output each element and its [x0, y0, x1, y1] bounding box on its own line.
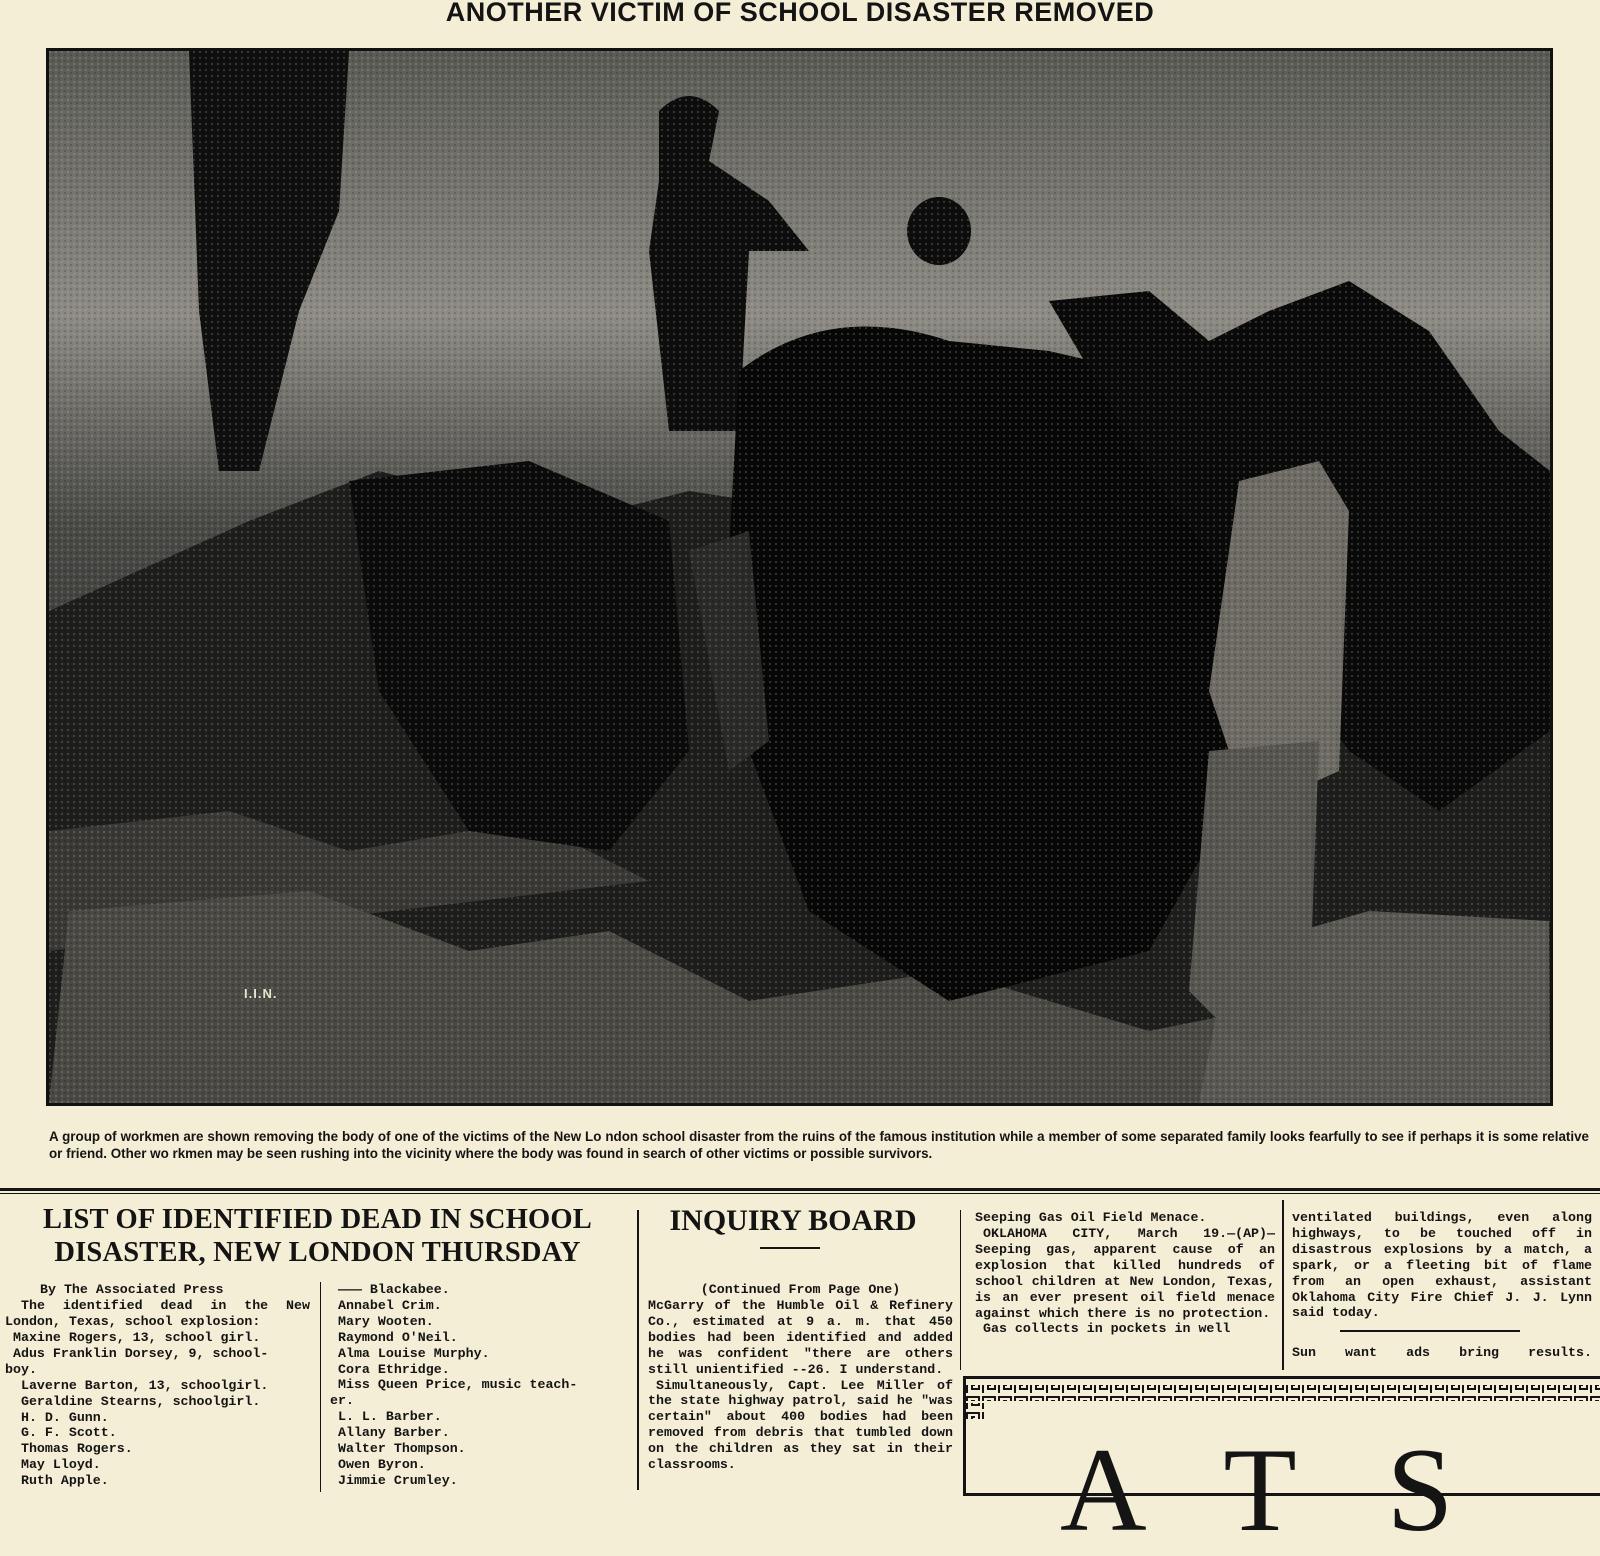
article-intro: The identified dead in the New London, Texas, school explosion: — [5, 1298, 310, 1329]
list-item: Annabel Crim. — [330, 1297, 442, 1313]
list-item: Ruth Apple. — [5, 1473, 109, 1489]
paragraph: Gas collects in pockets in well — [983, 1321, 1231, 1337]
column-divider — [320, 1282, 321, 1492]
list-item: May Lloyd. — [5, 1457, 101, 1473]
list-item: Walter Thompson. — [330, 1441, 466, 1457]
photo-credit: I.I.N. — [244, 986, 278, 1001]
gas-article-headline: Seeping Gas Oil Field Menace. — [975, 1210, 1207, 1225]
photo-caption: A group of workmen are shown removing the body of one of the victims of the New Lo ndon school disaster from the ruins of the famous institution while a member of some separated family looks fearfully to see if perhaps it is some relative or friend. Other wo rkmen may be seen rushing into the vicinity where the body was found in search of other victims or possible survivors. — [49, 1129, 1589, 1161]
list-item: Alma Louise Murphy. — [330, 1345, 490, 1361]
advertisement-letters: ATS — [1060, 1423, 1544, 1556]
gas-article-continuation: ventilated buildings, even along highways, to be touched off in disastrous explosions by a match, a spark, or a fleeting bit of flame from an open exhaust, assistant Oklahoma City Fire Chief J. J. Lynn said today. — [1292, 1210, 1592, 1321]
list-item: er. — [330, 1393, 354, 1409]
list-item: Cora Ethridge. — [330, 1361, 450, 1377]
list-item: Laverne Barton, 13, schoolgirl. — [5, 1377, 269, 1393]
list-item: Owen Byron. — [330, 1456, 426, 1472]
paragraph: Simultaneously, Capt. Lee Miller of the state highway patrol, said he "was certain" about 400 bodies had been removed from debris that tumbled down on the children as they sat in their classrooms. — [648, 1377, 953, 1473]
list-item: Mary Wooten. — [330, 1313, 434, 1329]
list-item: G. F. Scott. — [5, 1425, 117, 1441]
column-divider — [1282, 1200, 1284, 1370]
list-item: boy. — [5, 1361, 37, 1377]
paragraph: McGarry of the Humble Oil & Refinery Co., estimated at 9 a. m. that 450 bodies had been identified and added he was confident "there are others still unientified --26. I understand. — [648, 1298, 953, 1377]
list-item: Geraldine Stearns, schoolgirl. — [5, 1393, 261, 1409]
list-article-title: LIST OF IDENTIFIED DEAD IN SCHOOL DISASTER, NEW LONDON THURSDAY — [42, 1204, 593, 1268]
end-rule — [1340, 1330, 1520, 1332]
column-divider — [960, 1210, 961, 1370]
title-rule — [760, 1247, 820, 1249]
photo-image — [49, 51, 1550, 1103]
headline: ANOTHER VICTIM OF SCHOOL DISASTER REMOVED — [445, 0, 1155, 27]
gas-article-body — [975, 1226, 1275, 1337]
section-rule-thin — [0, 1193, 1600, 1194]
news-photo — [46, 48, 1553, 1106]
filler-line: Sun want ads bring results. — [1292, 1345, 1592, 1360]
dead-list-right — [330, 1282, 630, 1489]
article-byline: By The Associated Press — [40, 1282, 224, 1297]
list-item: Raymond O'Neil. — [330, 1329, 458, 1345]
inquiry-article-body — [648, 1298, 953, 1473]
inquiry-article-title: INQUIRY BOARD — [669, 1204, 917, 1237]
column-divider — [637, 1210, 639, 1490]
list-item: Thomas Rogers. — [5, 1441, 133, 1457]
continued-note: (Continued From Page One) — [700, 1282, 901, 1297]
list-item: Miss Queen Price, music teach- — [330, 1377, 578, 1393]
list-item: H. D. Gunn. — [5, 1409, 109, 1425]
section-rule — [0, 1188, 1600, 1191]
list-item: ——— Blackabee. — [330, 1282, 450, 1297]
list-item: Adus Franklin Dorsey, 9, school- — [5, 1345, 269, 1361]
list-item: Maxine Rogers, 13, school girl. — [5, 1330, 261, 1345]
dead-list-left — [5, 1330, 315, 1489]
greek-key-border — [966, 1379, 1600, 1419]
list-item: Jimmie Crumley. — [330, 1472, 458, 1488]
paragraph: OKLAHOMA CITY, March 19.—(AP)—Seeping gas, apparent cause of an explosion that killed hundreds of school children at New London, Texas, is an ever present oil field menace against which there is no protection. — [975, 1226, 1275, 1321]
list-item: Allany Barber. — [330, 1425, 450, 1441]
list-item: L. L. Barber. — [330, 1409, 442, 1425]
